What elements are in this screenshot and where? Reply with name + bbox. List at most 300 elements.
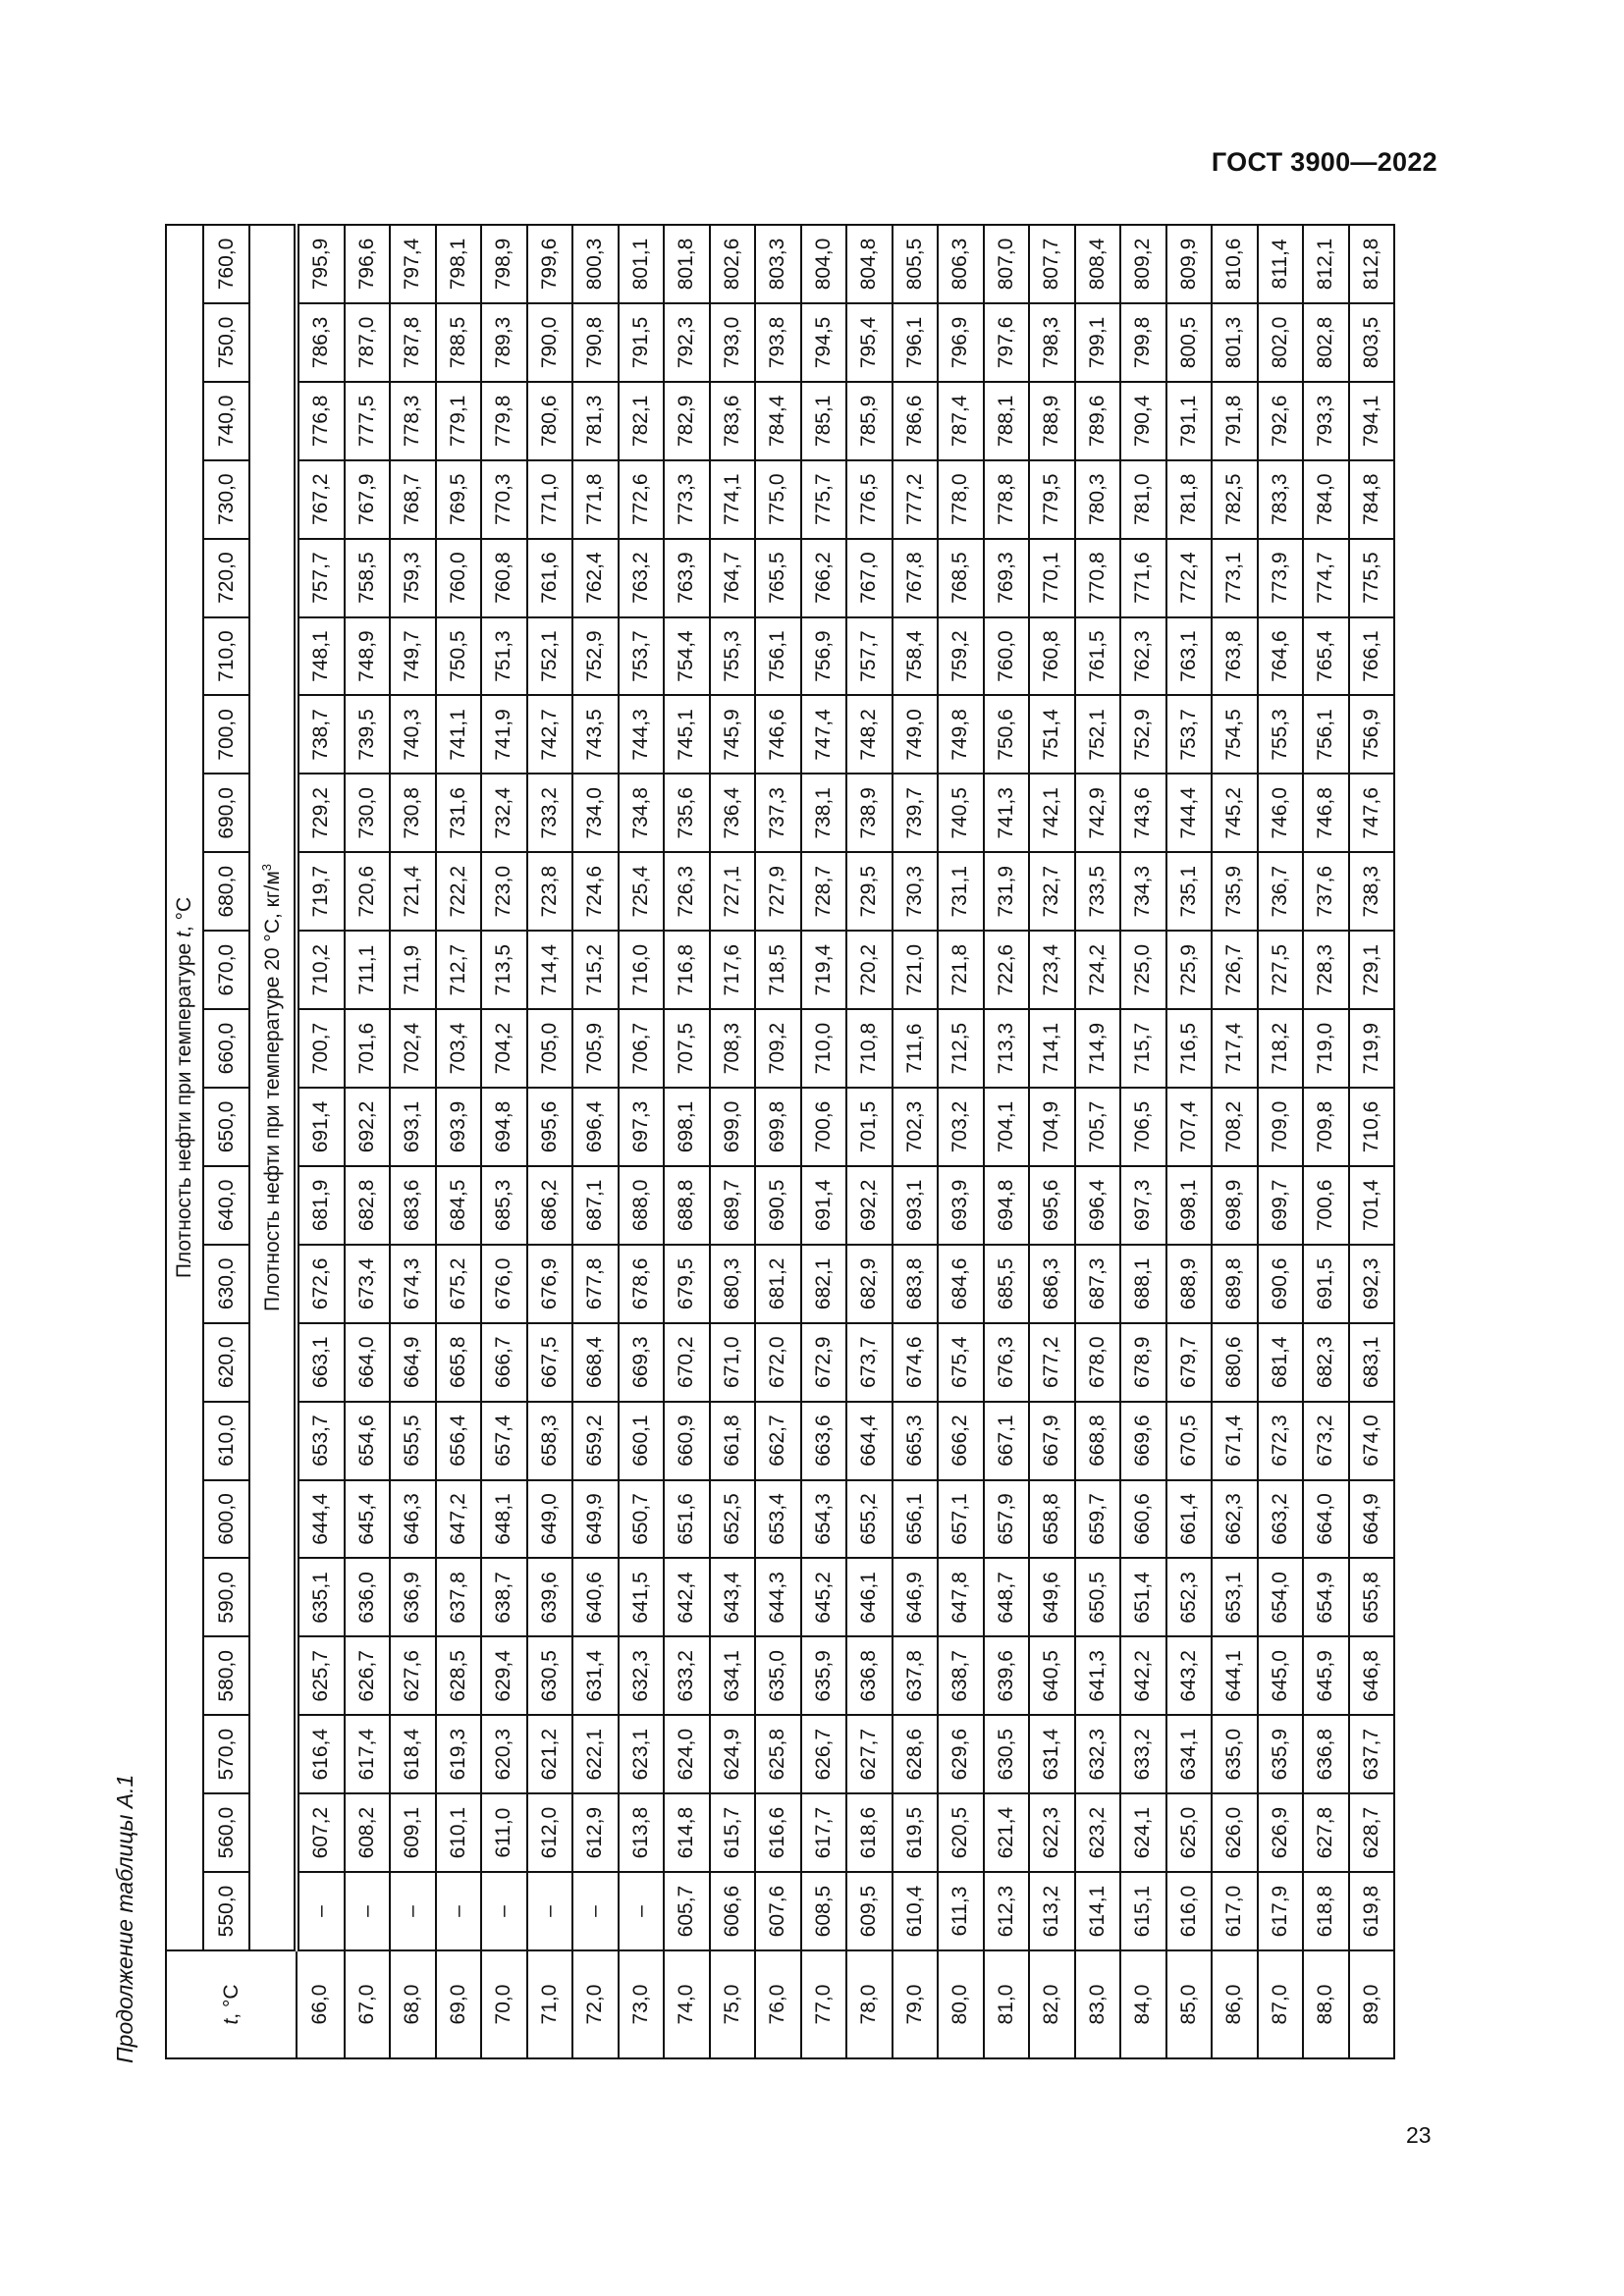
density-value-cell: 649,0 — [527, 1480, 573, 1559]
density-table-body — [297, 225, 1394, 2058]
density-value-cell: 774,1 — [710, 460, 756, 539]
density-value-cell: 731,9 — [984, 852, 1030, 931]
density-value-cell: 779,1 — [436, 382, 482, 460]
density-value-cell: 795,9 — [297, 225, 345, 303]
density-value-cell: 673,7 — [846, 1323, 893, 1402]
density-value-cell: 798,1 — [436, 225, 482, 303]
density-column-header: 560,0 — [203, 1793, 249, 1872]
density-value-cell: 730,3 — [893, 852, 939, 931]
density-value-cell: 704,1 — [984, 1088, 1030, 1166]
density-value-cell: 802,6 — [710, 225, 756, 303]
density-value-cell: 674,6 — [893, 1323, 939, 1402]
table-row — [527, 225, 573, 2058]
density-value-cell: – — [436, 1872, 482, 1950]
density-value-cell: 693,1 — [390, 1088, 436, 1166]
density-value-cell: 729,5 — [846, 852, 893, 931]
density-value-cell: 806,3 — [938, 225, 984, 303]
density-value-cell: 730,8 — [390, 774, 436, 852]
density-value-cell: 658,8 — [1029, 1480, 1075, 1559]
density-value-cell: 668,8 — [1075, 1402, 1121, 1480]
table-row — [938, 225, 984, 2058]
density-value-cell: 665,3 — [893, 1402, 939, 1480]
density-value-cell: 744,3 — [619, 696, 665, 774]
density-value-cell: 693,9 — [938, 1166, 984, 1245]
density-column-header: 730,0 — [203, 460, 249, 539]
density-value-cell: 683,1 — [1349, 1323, 1395, 1402]
document-code-header: ГОСТ 3900—2022 — [1211, 147, 1437, 177]
density-value-cell: 681,4 — [1258, 1323, 1304, 1402]
density-value-cell: 621,4 — [984, 1793, 1030, 1872]
density-value-cell: 738,1 — [801, 774, 847, 852]
density-value-cell: 640,5 — [1029, 1636, 1075, 1715]
density-value-cell: 671,0 — [710, 1323, 756, 1402]
density-value-cell: 712,5 — [938, 1009, 984, 1088]
density-value-cell: 686,2 — [527, 1166, 573, 1245]
density-value-cell: 682,3 — [1303, 1323, 1349, 1402]
density-value-cell: 763,8 — [1212, 617, 1258, 696]
density-value-cell: 651,4 — [1120, 1558, 1166, 1636]
density-column-header: 680,0 — [203, 852, 249, 931]
density-value-cell: 753,7 — [1166, 696, 1213, 774]
density-value-cell: 638,7 — [481, 1558, 527, 1636]
density-value-cell: 781,8 — [1166, 460, 1213, 539]
density-value-cell: 757,7 — [297, 539, 345, 617]
density-value-cell: 673,2 — [1303, 1402, 1349, 1480]
density-value-cell: 690,5 — [755, 1166, 801, 1245]
density-column-header: 640,0 — [203, 1166, 249, 1245]
density-value-cell: 745,2 — [1212, 774, 1258, 852]
density-value-cell: 782,5 — [1212, 460, 1258, 539]
density-value-cell: 737,6 — [1303, 852, 1349, 931]
density-value-cell: 662,7 — [755, 1402, 801, 1480]
density-value-cell: 618,6 — [846, 1793, 893, 1872]
density-value-cell: 664,0 — [1303, 1480, 1349, 1559]
density-value-cell: 719,0 — [1303, 1009, 1349, 1088]
density-value-cell: 722,6 — [984, 931, 1030, 1009]
density-value-cell: 765,4 — [1303, 617, 1349, 696]
density-value-cell: 726,3 — [664, 852, 710, 931]
table-row — [1075, 225, 1121, 2058]
density-value-cell: 749,8 — [938, 696, 984, 774]
density-value-cell: 617,0 — [1212, 1872, 1258, 1950]
density-column-headers — [203, 225, 249, 2058]
temperature-cell: 71,0 — [527, 1950, 573, 2058]
density-value-cell: 779,5 — [1029, 460, 1075, 539]
density-value-cell: 688,8 — [664, 1166, 710, 1245]
density-value-cell: 787,4 — [938, 382, 984, 460]
density-value-cell: 771,0 — [527, 460, 573, 539]
density-value-cell: 635,9 — [801, 1636, 847, 1715]
density-value-cell: 760,8 — [481, 539, 527, 617]
density-value-cell: 675,4 — [938, 1323, 984, 1402]
density-value-cell: 697,3 — [1120, 1166, 1166, 1245]
density-value-cell: 710,0 — [801, 1009, 847, 1088]
density-value-cell: 683,8 — [893, 1245, 939, 1323]
density-value-cell: 713,3 — [984, 1009, 1030, 1088]
density-value-cell: 796,9 — [938, 303, 984, 382]
density-value-cell: 786,3 — [297, 303, 345, 382]
density-value-cell: 714,9 — [1075, 1009, 1121, 1088]
density-value-cell: 629,4 — [481, 1636, 527, 1715]
density-value-cell: 613,2 — [1029, 1872, 1075, 1950]
density-value-cell: 608,5 — [801, 1872, 847, 1950]
density-value-cell: 762,3 — [1120, 617, 1166, 696]
density-value-cell: 644,3 — [755, 1558, 801, 1636]
density-value-cell: 762,4 — [572, 539, 619, 617]
density-value-cell: 696,4 — [572, 1088, 619, 1166]
temperature-cell: 81,0 — [984, 1950, 1030, 2058]
table-row — [710, 225, 756, 2058]
density-value-cell: 716,5 — [1166, 1009, 1213, 1088]
density-value-cell: 638,7 — [938, 1636, 984, 1715]
density-value-cell: 756,1 — [755, 617, 801, 696]
density-value-cell: – — [345, 1872, 391, 1950]
density-value-cell: 696,4 — [1075, 1166, 1121, 1245]
density-value-cell: 744,4 — [1166, 774, 1213, 852]
density-value-cell: 674,0 — [1349, 1402, 1395, 1480]
density-value-cell: 636,8 — [846, 1636, 893, 1715]
density-value-cell: 672,3 — [1258, 1402, 1304, 1480]
density-value-cell: 803,3 — [755, 225, 801, 303]
density-value-cell: 642,4 — [664, 1558, 710, 1636]
density-value-cell: 686,3 — [1029, 1245, 1075, 1323]
subheader-sup: 3 — [259, 863, 274, 872]
density-value-cell: 752,9 — [572, 617, 619, 696]
density-value-cell: 722,2 — [436, 852, 482, 931]
density-value-cell: 678,6 — [619, 1245, 665, 1323]
density-value-cell: 717,6 — [710, 931, 756, 1009]
density-value-cell: 752,9 — [1120, 696, 1166, 774]
density-value-cell: 793,0 — [710, 303, 756, 382]
density-value-cell: 672,9 — [801, 1323, 847, 1402]
density-value-cell: 643,2 — [1166, 1636, 1213, 1715]
density-value-cell: 656,4 — [436, 1402, 482, 1480]
temperature-cell: 72,0 — [572, 1950, 619, 2058]
density-table-container — [165, 224, 1392, 2059]
density-value-cell: 747,4 — [801, 696, 847, 774]
density-value-cell: 668,4 — [572, 1323, 619, 1402]
table-row — [436, 225, 482, 2058]
table-row — [755, 225, 801, 2058]
table-row — [1303, 225, 1349, 2058]
density-value-cell: 723,8 — [527, 852, 573, 931]
density-value-cell: 615,1 — [1120, 1872, 1166, 1950]
density-value-cell: 732,7 — [1029, 852, 1075, 931]
density-value-cell: 712,7 — [436, 931, 482, 1009]
density-column-header: 550,0 — [203, 1872, 249, 1950]
temperature-cell: 80,0 — [938, 1950, 984, 2058]
density-value-cell: 707,5 — [664, 1009, 710, 1088]
density-value-cell: 631,4 — [1029, 1715, 1075, 1793]
density-value-cell: 781,3 — [572, 382, 619, 460]
density-value-cell: 644,1 — [1212, 1636, 1258, 1715]
density-value-cell: 705,0 — [527, 1009, 573, 1088]
density-value-cell: 619,8 — [1349, 1872, 1395, 1950]
density-value-cell: 773,3 — [664, 460, 710, 539]
density-value-cell: 627,7 — [846, 1715, 893, 1793]
group-header-density-at-t — [166, 225, 203, 1950]
density-value-cell: 751,3 — [481, 617, 527, 696]
density-value-cell: 730,0 — [345, 774, 391, 852]
density-value-cell: 800,3 — [572, 225, 619, 303]
density-value-cell: 627,8 — [1303, 1793, 1349, 1872]
density-value-cell: 640,6 — [572, 1558, 619, 1636]
density-value-cell: 691,4 — [297, 1088, 345, 1166]
density-value-cell: 623,2 — [1075, 1793, 1121, 1872]
density-value-cell: 653,4 — [755, 1480, 801, 1559]
density-value-cell: 738,3 — [1349, 852, 1395, 931]
density-value-cell: 772,6 — [619, 460, 665, 539]
temperature-cell: 88,0 — [1303, 1950, 1349, 2058]
density-value-cell: 802,0 — [1258, 303, 1304, 382]
density-value-cell: 773,9 — [1258, 539, 1304, 617]
density-value-cell: 770,3 — [481, 460, 527, 539]
density-value-cell: 660,1 — [619, 1402, 665, 1480]
density-value-cell: 803,5 — [1349, 303, 1395, 382]
density-value-cell: 698,1 — [664, 1088, 710, 1166]
density-value-cell: 788,5 — [436, 303, 482, 382]
density-value-cell: 711,6 — [893, 1009, 939, 1088]
density-value-cell: 678,0 — [1075, 1323, 1121, 1402]
density-value-cell: 660,9 — [664, 1402, 710, 1480]
table-row — [1349, 225, 1395, 2058]
density-value-cell: 614,1 — [1075, 1872, 1121, 1950]
density-value-cell: 694,8 — [481, 1088, 527, 1166]
density-value-cell: 752,1 — [1075, 696, 1121, 774]
density-value-cell: 617,4 — [345, 1715, 391, 1793]
density-value-cell: 635,0 — [755, 1636, 801, 1715]
density-value-cell: 812,1 — [1303, 225, 1349, 303]
density-value-cell: 650,5 — [1075, 1558, 1121, 1636]
density-value-cell: 770,8 — [1075, 539, 1121, 617]
density-value-cell: 801,1 — [619, 225, 665, 303]
density-value-cell: 646,3 — [390, 1480, 436, 1559]
density-value-cell: 677,8 — [572, 1245, 619, 1323]
density-value-cell: 748,2 — [846, 696, 893, 774]
density-value-cell: 644,4 — [297, 1480, 345, 1559]
density-value-cell: 661,8 — [710, 1402, 756, 1480]
density-value-cell: 739,7 — [893, 774, 939, 852]
density-value-cell: 741,3 — [984, 774, 1030, 852]
table-row — [481, 225, 527, 2058]
density-value-cell: 708,3 — [710, 1009, 756, 1088]
density-value-cell: 658,3 — [527, 1402, 573, 1480]
table-row — [1258, 225, 1304, 2058]
density-value-cell: 628,6 — [893, 1715, 939, 1793]
temperature-cell: 86,0 — [1212, 1950, 1258, 2058]
density-value-cell: 692,2 — [345, 1088, 391, 1166]
density-value-cell: 775,0 — [755, 460, 801, 539]
density-value-cell: 683,6 — [390, 1166, 436, 1245]
density-value-cell: 694,8 — [984, 1166, 1030, 1245]
density-value-cell: 780,3 — [1075, 460, 1121, 539]
density-value-cell: 655,5 — [390, 1402, 436, 1480]
density-column-header: 670,0 — [203, 931, 249, 1009]
density-value-cell: 654,3 — [801, 1480, 847, 1559]
density-value-cell: 755,3 — [1258, 696, 1304, 774]
density-value-cell: 685,5 — [984, 1245, 1030, 1323]
density-value-cell: 639,6 — [984, 1636, 1030, 1715]
density-value-cell: 787,0 — [345, 303, 391, 382]
density-value-cell: 733,2 — [527, 774, 573, 852]
density-value-cell: 799,1 — [1075, 303, 1121, 382]
density-value-cell: 688,9 — [1166, 1245, 1213, 1323]
density-value-cell: 626,9 — [1258, 1793, 1304, 1872]
density-value-cell: 610,1 — [436, 1793, 482, 1872]
density-value-cell: 652,3 — [1166, 1558, 1213, 1636]
density-value-cell: 723,4 — [1029, 931, 1075, 1009]
density-value-cell: 680,3 — [710, 1245, 756, 1323]
density-value-cell: 755,3 — [710, 617, 756, 696]
density-value-cell: 628,5 — [436, 1636, 482, 1715]
density-value-cell: 760,8 — [1029, 617, 1075, 696]
density-value-cell: 634,1 — [1166, 1715, 1213, 1793]
density-column-header: 720,0 — [203, 539, 249, 617]
density-value-cell: 751,4 — [1029, 696, 1075, 774]
density-value-cell: – — [619, 1872, 665, 1950]
density-value-cell: 733,5 — [1075, 852, 1121, 931]
density-value-cell: 767,8 — [893, 539, 939, 617]
density-value-cell: 737,3 — [755, 774, 801, 852]
density-value-cell: 702,3 — [893, 1088, 939, 1166]
density-value-cell: 676,3 — [984, 1323, 1030, 1402]
density-value-cell: 684,6 — [938, 1245, 984, 1323]
density-value-cell: 705,9 — [572, 1009, 619, 1088]
density-value-cell: 711,1 — [345, 931, 391, 1009]
density-value-cell: 693,1 — [893, 1166, 939, 1245]
density-value-cell: 713,5 — [481, 931, 527, 1009]
temperature-cell: 83,0 — [1075, 1950, 1121, 2058]
group-header-density-at-20 — [249, 225, 297, 1950]
density-value-cell: 701,4 — [1349, 1166, 1395, 1245]
density-value-cell: 754,5 — [1212, 696, 1258, 774]
density-value-cell: 704,9 — [1029, 1088, 1075, 1166]
density-value-cell: 651,6 — [664, 1480, 710, 1559]
density-value-cell: 805,5 — [893, 225, 939, 303]
density-value-cell: 670,2 — [664, 1323, 710, 1402]
table-row — [619, 225, 665, 2058]
density-value-cell: 727,1 — [710, 852, 756, 931]
table-row — [664, 225, 710, 2058]
density-value-cell: 793,8 — [755, 303, 801, 382]
density-value-cell: 634,1 — [710, 1636, 756, 1715]
density-value-cell: 721,0 — [893, 931, 939, 1009]
density-value-cell: 796,6 — [345, 225, 391, 303]
density-value-cell: 775,7 — [801, 460, 847, 539]
density-value-cell: 689,7 — [710, 1166, 756, 1245]
density-value-cell: 734,3 — [1120, 852, 1166, 931]
density-value-cell: 703,4 — [436, 1009, 482, 1088]
density-value-cell: 794,1 — [1349, 382, 1395, 460]
density-value-cell: 760,0 — [984, 617, 1030, 696]
density-value-cell: 620,3 — [481, 1715, 527, 1793]
density-value-cell: 682,8 — [345, 1166, 391, 1245]
density-value-cell: 624,1 — [1120, 1793, 1166, 1872]
temperature-cell: 69,0 — [436, 1950, 482, 2058]
density-value-cell: 655,2 — [846, 1480, 893, 1559]
table-row — [572, 225, 619, 2058]
density-value-cell: 746,6 — [755, 696, 801, 774]
density-value-cell: 675,2 — [436, 1245, 482, 1323]
density-value-cell: 710,8 — [846, 1009, 893, 1088]
density-value-cell: 766,2 — [801, 539, 847, 617]
table-row — [893, 225, 939, 2058]
density-value-cell: 627,6 — [390, 1636, 436, 1715]
density-value-cell: 808,4 — [1075, 225, 1121, 303]
density-value-cell: 695,6 — [1029, 1166, 1075, 1245]
density-value-cell: 761,5 — [1075, 617, 1121, 696]
density-value-cell: 690,6 — [1258, 1245, 1304, 1323]
density-value-cell: 624,0 — [664, 1715, 710, 1793]
density-value-cell: 699,7 — [1258, 1166, 1304, 1245]
density-value-cell: 778,8 — [984, 460, 1030, 539]
density-value-cell: 709,8 — [1303, 1088, 1349, 1166]
density-value-cell: 784,4 — [755, 382, 801, 460]
density-value-cell: 791,8 — [1212, 382, 1258, 460]
table-row — [1166, 225, 1213, 2058]
density-value-cell: 715,7 — [1120, 1009, 1166, 1088]
density-value-cell: 780,6 — [527, 382, 573, 460]
density-value-cell: 731,6 — [436, 774, 482, 852]
density-value-cell: 807,0 — [984, 225, 1030, 303]
density-value-cell: 732,4 — [481, 774, 527, 852]
temperature-cell: 73,0 — [619, 1950, 665, 2058]
density-value-cell: 647,8 — [938, 1558, 984, 1636]
density-value-cell: 735,1 — [1166, 852, 1213, 931]
density-value-cell: 718,5 — [755, 931, 801, 1009]
density-value-cell: 809,9 — [1166, 225, 1213, 303]
density-value-cell: 633,2 — [664, 1636, 710, 1715]
density-value-cell: 725,9 — [1166, 931, 1213, 1009]
density-value-cell: 664,9 — [390, 1323, 436, 1402]
density-value-cell: 720,2 — [846, 931, 893, 1009]
density-value-cell: 617,7 — [801, 1793, 847, 1872]
density-value-cell: 632,3 — [1075, 1715, 1121, 1793]
density-value-cell: 620,5 — [938, 1793, 984, 1872]
density-value-cell: 764,7 — [710, 539, 756, 617]
density-value-cell: 654,9 — [1303, 1558, 1349, 1636]
density-value-cell: 655,8 — [1349, 1558, 1395, 1636]
density-value-cell: 807,7 — [1029, 225, 1075, 303]
density-value-cell: 676,9 — [527, 1245, 573, 1323]
group-header-unit: , °C — [173, 896, 195, 933]
temperature-cell: 66,0 — [297, 1950, 345, 2058]
density-column-header: 660,0 — [203, 1009, 249, 1088]
density-value-cell: 784,0 — [1303, 460, 1349, 539]
temperature-cell: 76,0 — [755, 1950, 801, 2058]
density-value-cell: 664,0 — [345, 1323, 391, 1402]
density-value-cell: 736,7 — [1258, 852, 1304, 931]
density-value-cell: 748,9 — [345, 617, 391, 696]
density-value-cell: 724,6 — [572, 852, 619, 931]
temperature-cell: 87,0 — [1258, 1950, 1304, 2058]
density-value-cell: 764,6 — [1258, 617, 1304, 696]
density-value-cell: 735,6 — [664, 774, 710, 852]
density-value-cell: 742,1 — [1029, 774, 1075, 852]
density-column-header: 650,0 — [203, 1088, 249, 1166]
density-value-cell: 708,2 — [1212, 1088, 1258, 1166]
density-value-cell: 804,8 — [846, 225, 893, 303]
density-value-cell: 761,6 — [527, 539, 573, 617]
density-value-cell: 776,5 — [846, 460, 893, 539]
density-value-cell: 663,6 — [801, 1402, 847, 1480]
density-value-cell: 672,6 — [297, 1245, 345, 1323]
density-value-cell: – — [481, 1872, 527, 1950]
density-value-cell: 691,4 — [801, 1166, 847, 1245]
density-value-cell: 734,0 — [572, 774, 619, 852]
density-value-cell: 790,4 — [1120, 382, 1166, 460]
group-header-text: Плотность нефти при температуре — [173, 936, 195, 1279]
